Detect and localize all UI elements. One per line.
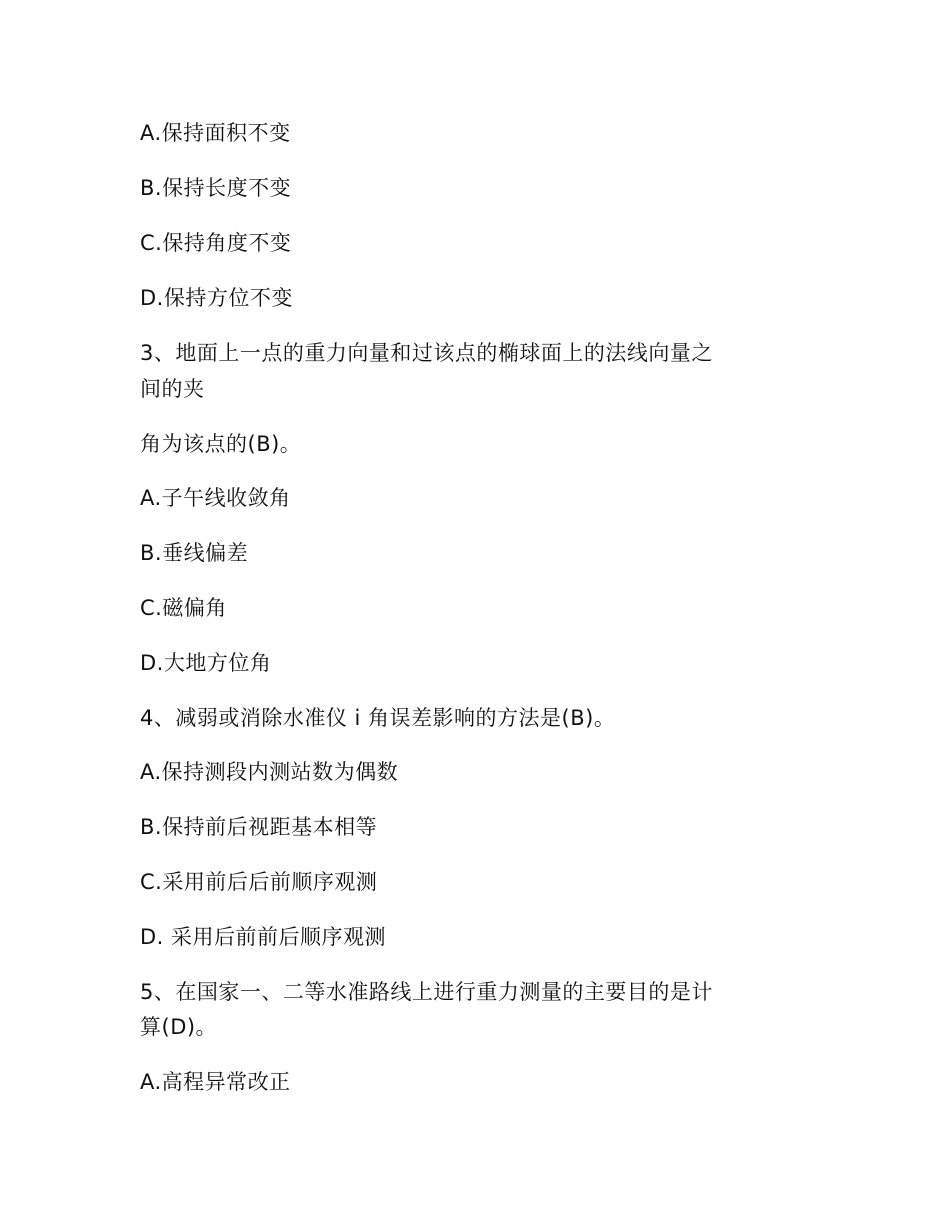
q2-option-d: D.保持方位不变 [140, 286, 293, 310]
q2-option-b: B.保持长度不变 [140, 176, 292, 200]
q4-option-a: A.保持测段内测站数为偶数 [140, 760, 399, 784]
q5-option-a: A.高程异常改正 [140, 1070, 291, 1094]
q3-option-b: B.垂线偏差 [140, 541, 249, 565]
q2-option-a: A.保持面积不变 [140, 121, 291, 145]
q3-option-d: D.大地方位角 [140, 651, 272, 675]
q2-option-c: C.保持角度不变 [140, 231, 292, 255]
q3-stem-line2: 间的夹 [140, 377, 205, 401]
q5-stem-line1: 5、在国家一、二等水准路线上进行重力测量的主要目的是计 [140, 980, 713, 1004]
q4-stem: 4、减弱或消除水准仪 i 角误差影响的方法是(B)。 [140, 706, 616, 730]
q3-option-a: A.子午线收敛角 [140, 486, 291, 510]
q4-option-c: C.采用前后后前顺序观测 [140, 870, 378, 894]
q3-stem-line3: 角为该点的(B)。 [140, 432, 302, 456]
q3-stem-line1: 3、地面上一点的重力向量和过该点的椭球面上的法线向量之 [140, 341, 713, 365]
q5-stem-line2: 算(D)。 [140, 1015, 218, 1039]
q4-option-d: D. 采用后前前后顺序观测 [140, 925, 387, 949]
q4-option-b: B.保持前后视距基本相等 [140, 815, 378, 839]
q3-option-c: C.磁偏角 [140, 596, 227, 620]
